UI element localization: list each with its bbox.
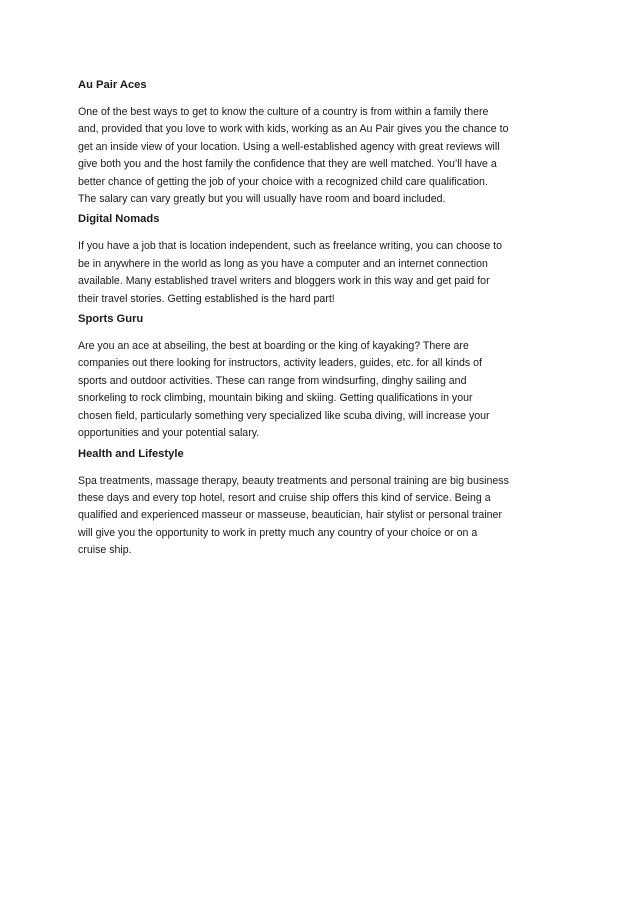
paragraph-line: cruise ship. — [78, 544, 132, 557]
section-au-pair-aces — [78, 78, 563, 208]
paragraph-line: and, provided that you love to work with kids, working as an Au Pair gives you the chance to — [78, 123, 509, 136]
paragraph-line: get an inside view of your location. Using a well-established agency with great reviews will — [78, 140, 500, 153]
section-health-and-lifestyle — [78, 447, 563, 560]
section-heading: Digital Nomads — [78, 213, 160, 226]
paragraph-line: chosen field, particularly something very specialized like scuba diving, will increase your — [78, 409, 490, 422]
section-sports-guru — [78, 312, 563, 442]
paragraph-line: will give you the opportunity to work in pretty much any country of your choice or on a — [78, 526, 478, 539]
paragraph-line: be in anywhere in the world as long as you have a computer and an internet connection — [78, 257, 488, 270]
paragraph-line: available. Many established travel writers and bloggers work in this way and get paid for — [78, 275, 490, 288]
paragraph-line: One of the best ways to get to know the culture of a country is from within a family there — [78, 106, 489, 118]
section-digital-nomads — [78, 212, 563, 308]
document-page — [78, 78, 563, 564]
paragraph-line: give both you and the host family the confidence that they are well matched. You’ll have a — [78, 158, 497, 171]
paragraph-line: If you have a job that is location independent, such as freelance writing, you can choose to — [78, 240, 503, 253]
section-heading: Health and Lifestyle — [78, 447, 184, 460]
paragraph-line: snorkeling to rock climbing, mountain biking and skiing. Getting qualifications in your — [78, 392, 473, 405]
paragraph-line: sports and outdoor activities. These can range from windsurfing, dinghy sailing and — [78, 374, 467, 387]
paragraph-line: companies out there looking for instructors, activity leaders, guides, etc. for all kinds of — [78, 357, 482, 370]
section-paragraph — [78, 104, 563, 208]
paragraph-line: these days and every top hotel, resort and cruise ship offers this kind of service. Being a — [78, 491, 491, 504]
paragraph-line: Are you an ace at abseiling, the best at boarding or the king of kayaking? There are — [78, 340, 469, 353]
paragraph-line: opportunities and your potential salary. — [78, 427, 260, 440]
paragraph-line: qualified and experienced masseur or masseuse, beautician, hair stylist or personal trainer — [78, 509, 502, 522]
section-heading: Au Pair Aces — [78, 79, 147, 91]
paragraph-line: their travel stories. Getting established is the hard part! — [78, 292, 335, 305]
section-paragraph — [78, 473, 563, 560]
section-paragraph — [78, 238, 563, 308]
section-paragraph — [78, 338, 563, 442]
paragraph-line: Spa treatments, massage therapy, beauty treatments and personal training are big business — [78, 474, 509, 487]
section-heading: Sports Guru — [78, 313, 144, 326]
paragraph-line: better chance of getting the job of your choice with a recognized child care qualification. — [78, 175, 488, 188]
paragraph-line: The salary can vary greatly but you will usually have room and board included. — [78, 193, 446, 206]
